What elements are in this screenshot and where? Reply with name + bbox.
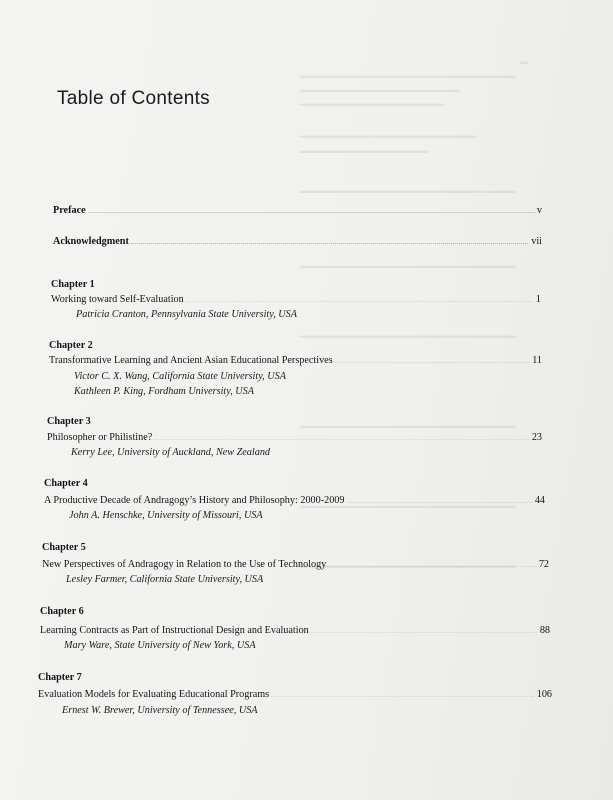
chapter-author: Lesley Farmer, California State University, USA: [66, 574, 264, 585]
chapter-author: John A. Henschke, University of Missouri, USA: [69, 510, 263, 521]
chapter-label: Chapter 3: [47, 416, 91, 427]
chapter-title: Learning Contracts as Part of Instructional Design and Evaluation: [40, 625, 309, 636]
chapter-title: A Productive Decade of Andragogy’s History and Philosophy: 2000-2009: [44, 495, 345, 506]
chapter-title: Evaluation Models for Evaluating Educational Programs: [38, 689, 270, 700]
page-number: 88: [539, 625, 550, 636]
chapter-title: Transformative Learning and Ancient Asian Educational Perspectives: [49, 355, 333, 366]
page-number: 44: [534, 495, 545, 506]
page-number: v: [536, 205, 542, 216]
dot-leader: [131, 236, 529, 247]
show-through-texture: ▬ ▬▬▬▬▬▬▬▬▬▬▬▬▬▬▬▬▬▬▬▬▬▬▬▬▬▬▬ ▬▬▬▬▬▬▬▬▬▬▬▬▬▬▬▬▬▬▬▬ ▬▬▬▬▬▬▬▬▬▬▬▬▬▬▬▬▬▬ ▬▬▬▬▬▬▬▬▬▬▬▬▬▬▬▬▬▬▬▬▬▬ ▬▬▬▬▬▬▬▬▬▬▬▬▬▬▬▬ ▬▬▬▬▬▬▬▬▬▬▬▬▬▬▬▬▬▬▬▬▬▬▬▬▬▬▬ ▬▬▬▬▬▬▬▬▬▬▬▬▬▬▬▬▬▬▬▬▬▬▬▬▬▬▬ ▬▬▬▬▬▬▬▬▬▬▬▬▬▬▬▬▬▬▬▬▬▬▬▬▬▬▬ ▬▬▬▬▬▬▬▬▬▬▬▬▬▬▬▬▬▬▬▬▬▬▬▬▬▬▬ ▬▬▬▬▬▬▬▬▬▬▬▬▬▬▬▬▬▬▬▬▬▬▬▬▬▬▬ ▬▬▬▬▬▬▬▬▬▬▬▬▬▬▬▬▬▬▬▬▬▬▬▬▬▬▬: [300, 57, 528, 570]
page-number: 106: [536, 689, 552, 700]
page-number: vii: [531, 236, 542, 247]
chapter-author: Kathleen P. King, Fordham University, USA: [74, 386, 254, 397]
page-number: 1: [535, 294, 541, 305]
dot-leader: [347, 495, 533, 506]
toc-entry-chapter-5[interactable]: [42, 559, 549, 570]
chapter-label: Chapter 5: [42, 542, 86, 553]
chapter-label: Chapter 7: [38, 672, 82, 683]
toc-entry-chapter-6[interactable]: [40, 625, 550, 636]
chapter-author: Patricia Cranton, Pennsylvania State University, USA: [76, 309, 297, 320]
toc-entry-chapter-2[interactable]: [49, 355, 542, 366]
toc-entry-chapter-3[interactable]: [47, 432, 542, 443]
toc-entry-acknowledgment[interactable]: [53, 236, 542, 247]
page-number: 11: [532, 355, 542, 366]
chapter-label: Chapter 1: [51, 279, 95, 290]
toc-entry-chapter-1[interactable]: [51, 294, 541, 305]
dot-leader: [271, 689, 535, 700]
toc-entry-preface[interactable]: [53, 205, 542, 216]
chapter-label: Chapter 4: [44, 478, 88, 489]
page-number: 23: [531, 432, 542, 443]
chapter-title: Philosopher or Philistine?: [47, 432, 153, 443]
chapter-author: Victor C. X. Wang, California State University, USA: [74, 371, 286, 382]
chapter-title: Working toward Self-Evaluation: [51, 294, 184, 305]
dot-leader: [335, 355, 531, 366]
entry-label: Preface: [53, 205, 86, 216]
toc-entry-chapter-4[interactable]: [44, 495, 545, 506]
chapter-author: Mary Ware, State University of New York, USA: [64, 640, 256, 651]
chapter-author: Ernest W. Brewer, University of Tennessee, USA: [62, 705, 258, 716]
chapter-label: Chapter 2: [49, 340, 93, 351]
dot-leader: [186, 294, 534, 305]
chapter-title: New Perspectives of Andragogy in Relation to the Use of Technology: [42, 559, 327, 570]
dot-leader: [311, 625, 538, 636]
page-number: 72: [538, 559, 549, 570]
page-title: Table of Contents: [57, 88, 210, 109]
entry-label: Acknowledgment: [53, 236, 129, 247]
toc-entry-chapter-7[interactable]: [38, 689, 552, 700]
chapter-label: Chapter 6: [40, 606, 84, 617]
dot-leader: [88, 205, 535, 216]
dot-leader: [328, 559, 537, 570]
chapter-author: Kerry Lee, University of Auckland, New Zealand: [71, 447, 271, 458]
dot-leader: [154, 432, 530, 443]
